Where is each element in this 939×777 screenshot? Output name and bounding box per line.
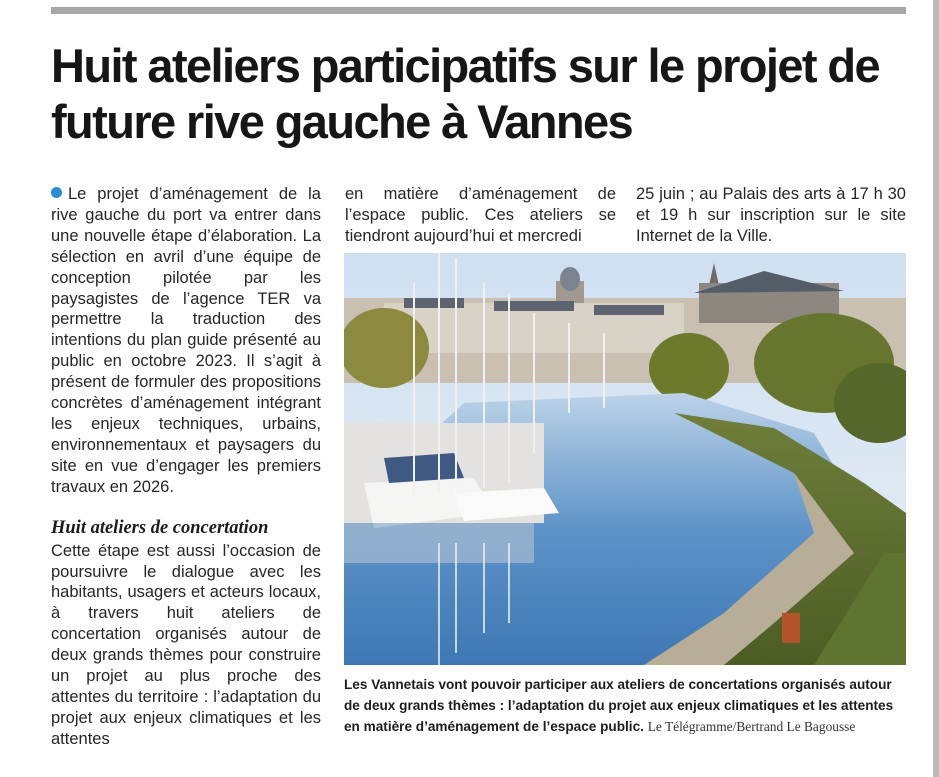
page-edge [933, 0, 939, 777]
column-3-text: 25 juin ; au Palais des arts à 17 h 30 et 19 h sur inscription sur le site Internet de la Ville. [636, 185, 906, 245]
bullet-dot-icon [51, 187, 62, 198]
photo-caption [344, 674, 907, 737]
article-headline: Huit ateliers participatifs sur le projet de future rive gauche à Vannes [51, 39, 880, 148]
intro-paragraph [51, 184, 321, 498]
subheading: Huit ateliers de concertation [51, 517, 269, 538]
article-photo [344, 253, 906, 665]
intro-text: Le projet d’aménagement de la rive gauche du port va entrer dans une nouvelle étape d’élaboration. La sélection en avril d’une équipe de conception pilotée par les paysagistes de l’agence TER va permettre la traduction des intentions du plan guide présenté au public en octobre 2023. Il s’agit à présent de formuler des propositions concrètes d’aménagement intégrant les enjeux techniques, urbains, environnementaux et paysagers du site en vue d’engager les premiers travaux en 2026. [51, 185, 321, 496]
caption-text: Les Vannetais vont pouvoir participer aux ateliers de concertations organisés autour de deux grands thèmes : l’adaptation du projet aux enjeux climatiques et les attentes en matière d’aménagement de l’espace public. [344, 677, 894, 734]
column-1 [51, 184, 321, 750]
photo-credit: Le Télégramme/Bertrand Le Bagousse [647, 719, 856, 734]
column-2 [345, 184, 616, 247]
body-paragraph: Cette étape est aussi l’occasion de poursuivre le dialogue avec les habitants, usagers et acteurs locaux, à travers huit ateliers de concertation organisés autour de deux grands thèmes pour construire un projet au plus proche des attentes du territoire : l’adaptation du projet aux enjeux climatiques et les attentes [51, 541, 321, 748]
top-rule [51, 7, 906, 14]
column-3 [636, 184, 906, 247]
harbor-photo-illustration [344, 253, 906, 665]
column-2-text: en matière d’aménagement de l’espace public. Ces ateliers se tiendront aujourd’hui et mercredi [345, 185, 616, 245]
